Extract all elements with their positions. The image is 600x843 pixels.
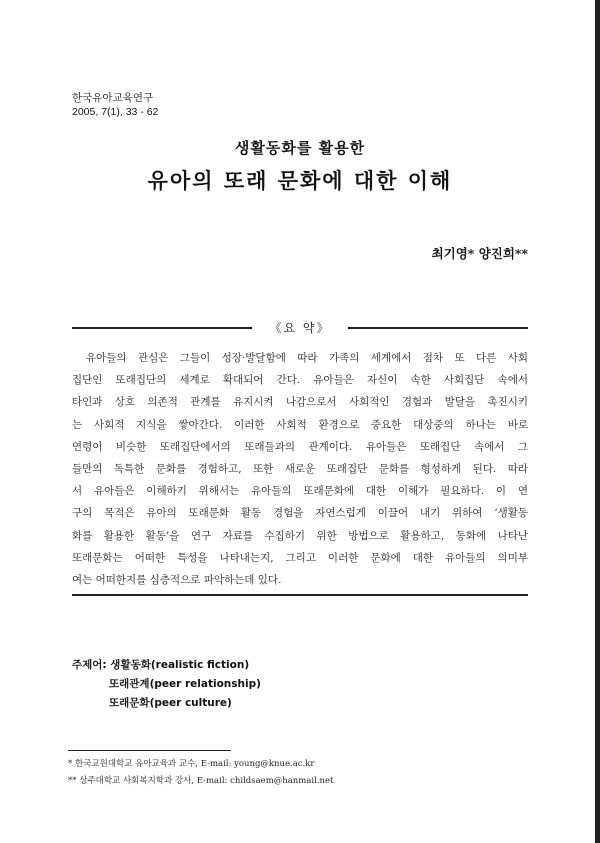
- journal-citation: 2005, 7(1), 33 - 62: [72, 106, 159, 118]
- abstract-line: 는 사회적 지식을 쌓아간다. 이러한 사회적 환경으로 중요한 대상중의 하나는 바로: [72, 418, 528, 431]
- scan-edge-border: [595, 0, 600, 843]
- paper-subtitle: 생활동화를 활용한: [234, 139, 366, 157]
- abstract-body: [72, 347, 528, 591]
- journal-name: 한국유아교육연구: [72, 92, 154, 104]
- abstract-line: 타인과 상호 의존적 관계를 유지시켜 나감으로서 사회적인 경험과 발달을 촉진시키: [72, 396, 528, 409]
- journal-info: [72, 91, 158, 119]
- abstract-line: 여는 어떠한지를 심층적으로 파악하는데 있다.: [72, 574, 282, 587]
- footnote-author-2: ** 상주대학교 사회복지학과 강사, E-mail: childsaem@hanmail.net: [68, 776, 334, 786]
- keyword-item: 또래문화(peer culture): [109, 697, 232, 709]
- abstract-heading-rule-right: [348, 327, 528, 329]
- abstract-line: 유아들의 관심은 그들이 성장·발달함에 따라 가족의 세계에서 점차 또 다른 사회: [86, 352, 528, 364]
- keywords-label: 주제어:: [72, 659, 107, 671]
- abstract-line: 또래문화는 어떠한 특성을 나타내는지, 그리고 이러한 문화에 대한 유아들의 의미부: [72, 551, 528, 564]
- paper-title: 유아의 또래 문화에 대한 이해: [147, 168, 453, 193]
- abstract-line: 화를 활용한 활동’을 연구 자료를 수집하기 위한 방법으로 활용하고, 동화에 나타난: [72, 529, 528, 542]
- abstract-line: 연령이 비슷한 또래집단에서의 또래들과의 관계이다. 유아들은 또래집단 속에서 그: [72, 440, 528, 453]
- abstract-line: 서 유아들은 이해하기 위해서는 유아들의 또래문화에 대한 이해가 필요하다. 이 연: [72, 485, 528, 498]
- abstract-heading: [72, 320, 528, 336]
- abstract-line: 들만의 독특한 문화를 경험하고, 또한 새로운 또래집단 문화를 형성하게 된다. 따라: [72, 463, 528, 476]
- abstract-bottom-rule: [72, 594, 528, 596]
- keywords-block: [72, 656, 261, 713]
- footnote-rule: [68, 750, 231, 751]
- abstract-line: 구의 목적은 유아의 또래문화 활동 경험을 자연스럽게 이끌어 내기 위하여 ‘생활동: [72, 507, 528, 520]
- footnotes: [68, 756, 333, 790]
- keyword-item: 생활동화(realistic fiction): [110, 659, 250, 671]
- paper-authors: 최기영* 양진희**: [431, 246, 528, 261]
- keyword-item: 또래관계(peer relationship): [109, 678, 261, 690]
- abstract-line: 집단인 또래집단의 세계로 확대되어 간다. 유아들은 자신이 속한 사회집단 속에서: [72, 374, 528, 387]
- footnote-author-1: * 한국교원대학교 유아교육과 교수, E-mail: young@knue.ac.kr: [68, 759, 315, 769]
- abstract-heading-label: 《요 약》: [269, 321, 331, 335]
